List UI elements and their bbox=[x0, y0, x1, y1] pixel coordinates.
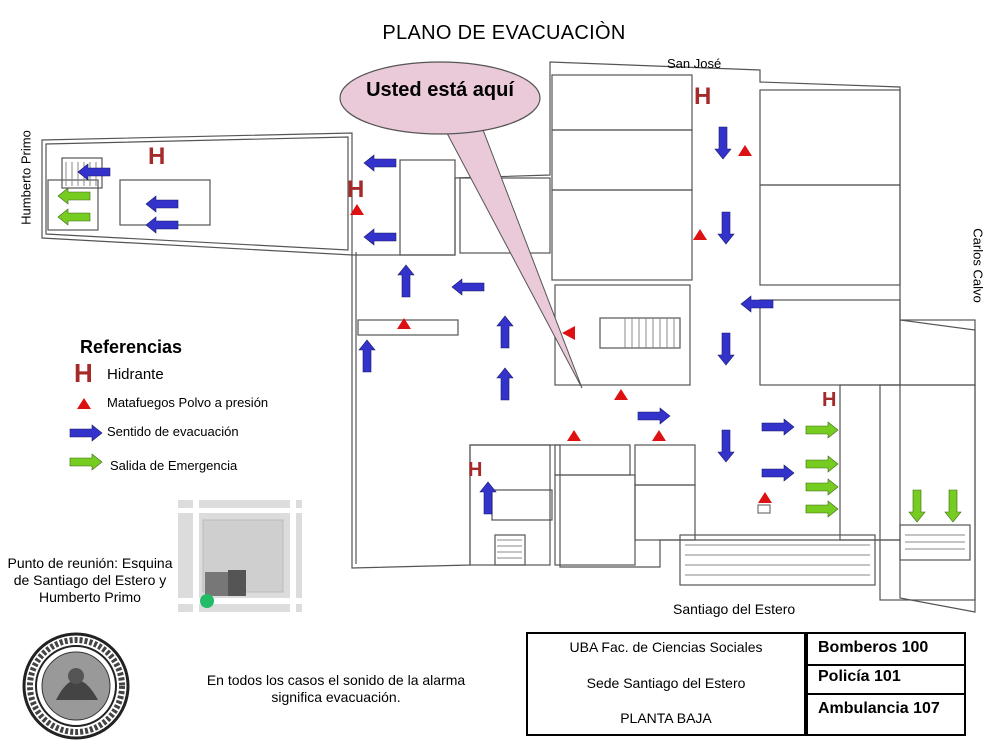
evacuation-arrow bbox=[741, 296, 773, 312]
evacuation-arrow bbox=[452, 279, 484, 295]
extinguishers bbox=[77, 145, 772, 503]
exit-arrow bbox=[58, 188, 90, 204]
evacuation-arrow bbox=[364, 229, 396, 245]
extinguisher-icon bbox=[614, 389, 628, 400]
evacuation-arrow bbox=[718, 333, 734, 365]
meeting-point-label: Punto de reunión: Esquina de Santiago del Estero y Humberto Primo bbox=[7, 555, 173, 605]
emergency-numbers-box bbox=[806, 632, 966, 736]
extinguisher-icon bbox=[738, 145, 752, 156]
university-seal bbox=[24, 634, 128, 738]
meeting-point-dot bbox=[200, 594, 214, 608]
evacuation-arrow bbox=[146, 217, 178, 233]
institution-name: UBA Fac. de Ciencias Sociales bbox=[569, 639, 763, 655]
evacuation-arrow bbox=[762, 419, 794, 435]
legend-arrows bbox=[70, 425, 102, 470]
exit-arrow bbox=[945, 490, 961, 522]
exit-arrow bbox=[909, 490, 925, 522]
extinguisher-icon bbox=[693, 229, 707, 240]
extinguisher-icon bbox=[652, 430, 666, 441]
evacuation-arrow bbox=[715, 127, 731, 159]
alarm-note: En todos los casos el sonido de la alarma significa evacuación. bbox=[206, 672, 466, 705]
exit-arrow bbox=[58, 209, 90, 225]
hydrant-icon: H bbox=[148, 143, 166, 170]
legend-extinguisher-icon bbox=[77, 398, 91, 409]
legend-hydrant-label: Hidrante bbox=[107, 366, 164, 383]
you-are-here-label: Usted está aquí bbox=[366, 79, 514, 101]
evacuation-arrow bbox=[78, 164, 110, 180]
evacuation-arrow bbox=[638, 408, 670, 424]
hydrant-icon: H bbox=[468, 459, 483, 481]
evacuation-arrow bbox=[364, 155, 396, 171]
firefighters-number: Bomberos 100 bbox=[808, 639, 964, 666]
floor-name: PLANTA BAJA bbox=[620, 710, 712, 726]
evacuation-arrow bbox=[718, 212, 734, 244]
you-are-here-bubble bbox=[340, 62, 582, 388]
legend-exit-label: Salida de Emergencia bbox=[110, 458, 238, 473]
evacuation-arrow bbox=[718, 430, 734, 462]
extinguisher-icon bbox=[758, 492, 772, 503]
exit-arrow bbox=[806, 456, 838, 472]
street-label-left: Humberto Primo bbox=[18, 130, 34, 225]
legend-exit-arrow bbox=[70, 454, 102, 470]
building-info-box bbox=[526, 632, 806, 736]
hydrant-icon: H bbox=[694, 83, 712, 110]
evacuation-arrow bbox=[146, 196, 178, 212]
evacuation-arrow bbox=[497, 368, 513, 400]
exit-arrow bbox=[806, 501, 838, 517]
evacuation-arrow bbox=[480, 482, 496, 514]
street-label-bottom: Santiago del Estero bbox=[673, 601, 796, 617]
legend-evacuation-arrow bbox=[70, 425, 102, 441]
legend-hydrant-icon: H bbox=[74, 358, 93, 388]
ambulance-number: Ambulancia 107 bbox=[818, 700, 940, 717]
legend-extinguisher-label: Matafuegos Polvo a presión bbox=[107, 395, 269, 410]
police-number: Policía 101 bbox=[808, 668, 964, 695]
evacuation-arrow bbox=[359, 340, 375, 372]
site-name: Sede Santiago del Estero bbox=[586, 675, 746, 691]
legend-title: Referencias bbox=[80, 337, 183, 357]
hydrant-icon: H bbox=[347, 176, 365, 203]
evacuation-arrow bbox=[398, 265, 414, 297]
street-label-right: Carlos Calvo bbox=[970, 228, 986, 303]
evacuation-arrow bbox=[497, 316, 513, 348]
exit-arrow bbox=[806, 479, 838, 495]
page-title: PLANO DE EVACUACIÒN bbox=[382, 22, 626, 44]
exit-arrow bbox=[806, 422, 838, 438]
meeting-point-map bbox=[178, 500, 302, 612]
street-label-top: San José bbox=[667, 56, 722, 71]
evacuation-arrow bbox=[762, 465, 794, 481]
legend-evacuation-label: Sentido de evacuación bbox=[107, 424, 239, 439]
extinguisher-icon bbox=[562, 326, 575, 340]
extinguisher-icon bbox=[567, 430, 581, 441]
hydrant-icon: H bbox=[822, 389, 837, 411]
